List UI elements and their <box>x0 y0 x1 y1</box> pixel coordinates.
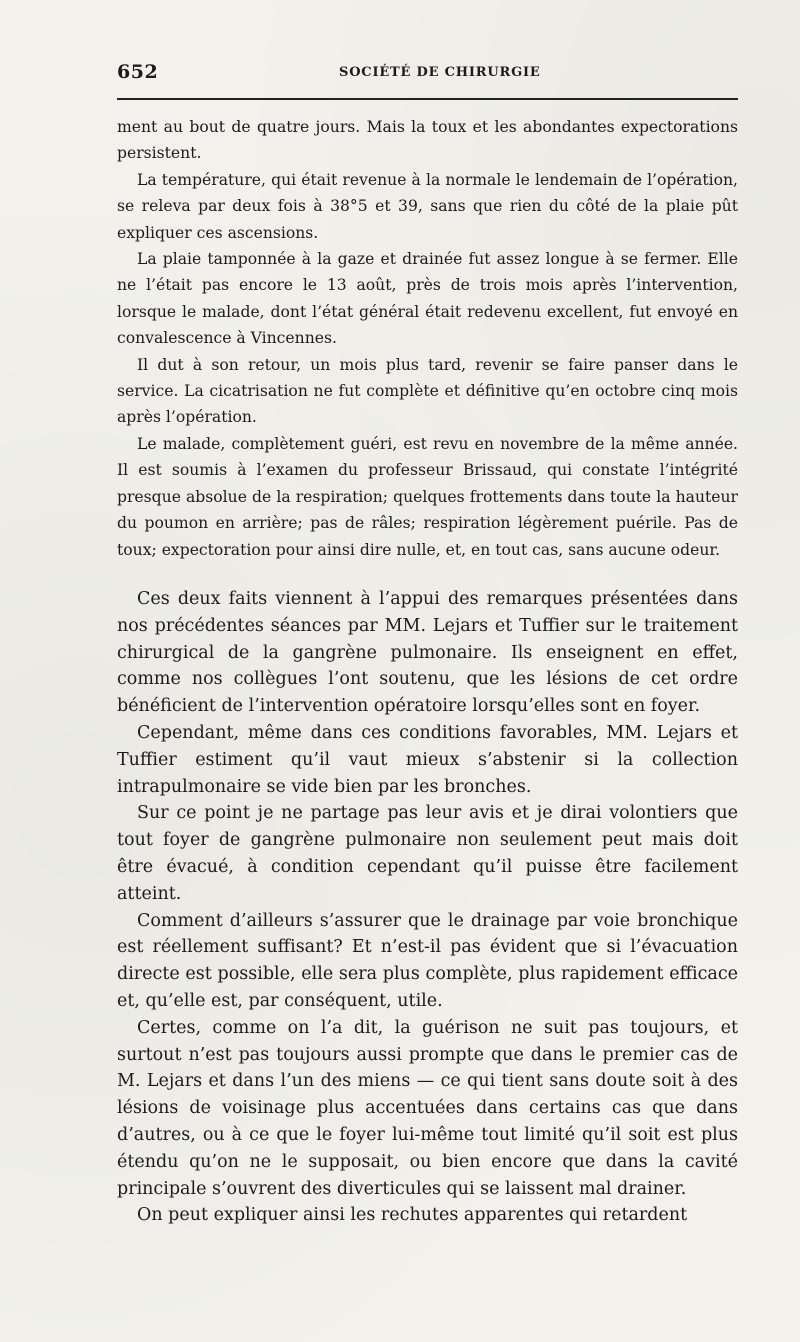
running-head: SOCIÉTÉ DE CHIRURGIE <box>339 65 541 80</box>
paragraph: On peut expliquer ainsi les rechutes apparentes qui retardent <box>137 1205 688 1226</box>
paragraph: Le malade, complètement guéri, est revu en novembre de la même année. Il est soumis à l’examen du professeur Brissaud, qui constate l’intégrité presque absolue de la respiration; quelques frottements dans toute la hauteur du poumon en arrière; pas de râles; respiration légèrement puérile. Pas de toux; expectoration pour ainsi dire nulle, et, en tout cas, sans aucune odeur. <box>117 434 738 559</box>
page-number: 652 <box>117 61 159 83</box>
paragraph: La plaie tamponnée à la gaze et drainée fut assez longue à se fermer. Elle ne l’était pas encore le 13 août, près de trois mois après l’intervention, lorsque le malade, dont l’état général était redevenu excellent, fut envoyé en convalescence à Vincennes. <box>117 250 738 348</box>
paragraph: Certes, comme on l’a dit, la guérison ne suit pas toujours, et surtout n’est pas toujours aussi prompte que dans le premier cas de M. Lejars et dans l’un des miens — ce qui tient sans doute soit à des lésions de voisinage plus accentuées dans certains cas que dans d’autres, ou à ce que le foyer lui-même tout limité qu’il soit est plus étendu qu’on ne le supposait, ou bien encore que dans la cavité principale s’ouvrent des diverticules qui se laissent mal drainer. <box>117 1017 738 1199</box>
paragraph: Cependant, même dans ces conditions favorables, MM. Lejars et Tuffier estiment qu’il vaut mieux s’abstenir si la collection intrapulmonaire se vide bien par les bronches. <box>117 722 738 797</box>
paragraph: Sur ce point je ne partage pas leur avis et je dirai volontiers que tout foyer de gangrène pulmonaire non seulement peut mais doit être évacué, à condition cependant qu’il puisse être facilement atteint. <box>117 803 738 904</box>
paragraph: La température, qui était revenue à la normale le lendemain de l’opération, se releva par deux fois à 38°5 et 39, sans que rien du côté de la plaie pût expliquer ces ascensions. <box>117 170 738 242</box>
paragraph: ment au bout de quatre jours. Mais la toux et les abondantes expectorations persistent. <box>117 118 738 163</box>
paragraph: Il dut à son retour, un mois plus tard, revenir se faire panser dans le service. La cicatrisation ne fut complète et définitive qu’en octobre cinq mois après l’opération. <box>117 355 738 427</box>
paragraph: Comment d’ailleurs s’assurer que le drainage par voie bronchique est réellement suffisant? Et n’est-il pas évident que si l’évacuation directe est possible, elle sera plus complète, plus rapidement efficace et, qu’elle est, par conséquent, utile. <box>117 910 738 1011</box>
discussion-text <box>117 586 738 1229</box>
case-observation <box>117 114 738 563</box>
paragraph: Ces deux faits viennent à l’appui des remarques présentées dans nos précédentes séances par MM. Lejars et Tuffier sur le traitement chirurgical de la gangrène pulmonaire. Ils enseignent en effet, comme nos collègues l’ont soutenu, que les lésions de cet ordre bénéficient de l’intervention opératoire lorsqu’elles sont en foyer. <box>117 589 738 717</box>
page-header <box>117 60 737 90</box>
header-rule <box>117 98 738 100</box>
